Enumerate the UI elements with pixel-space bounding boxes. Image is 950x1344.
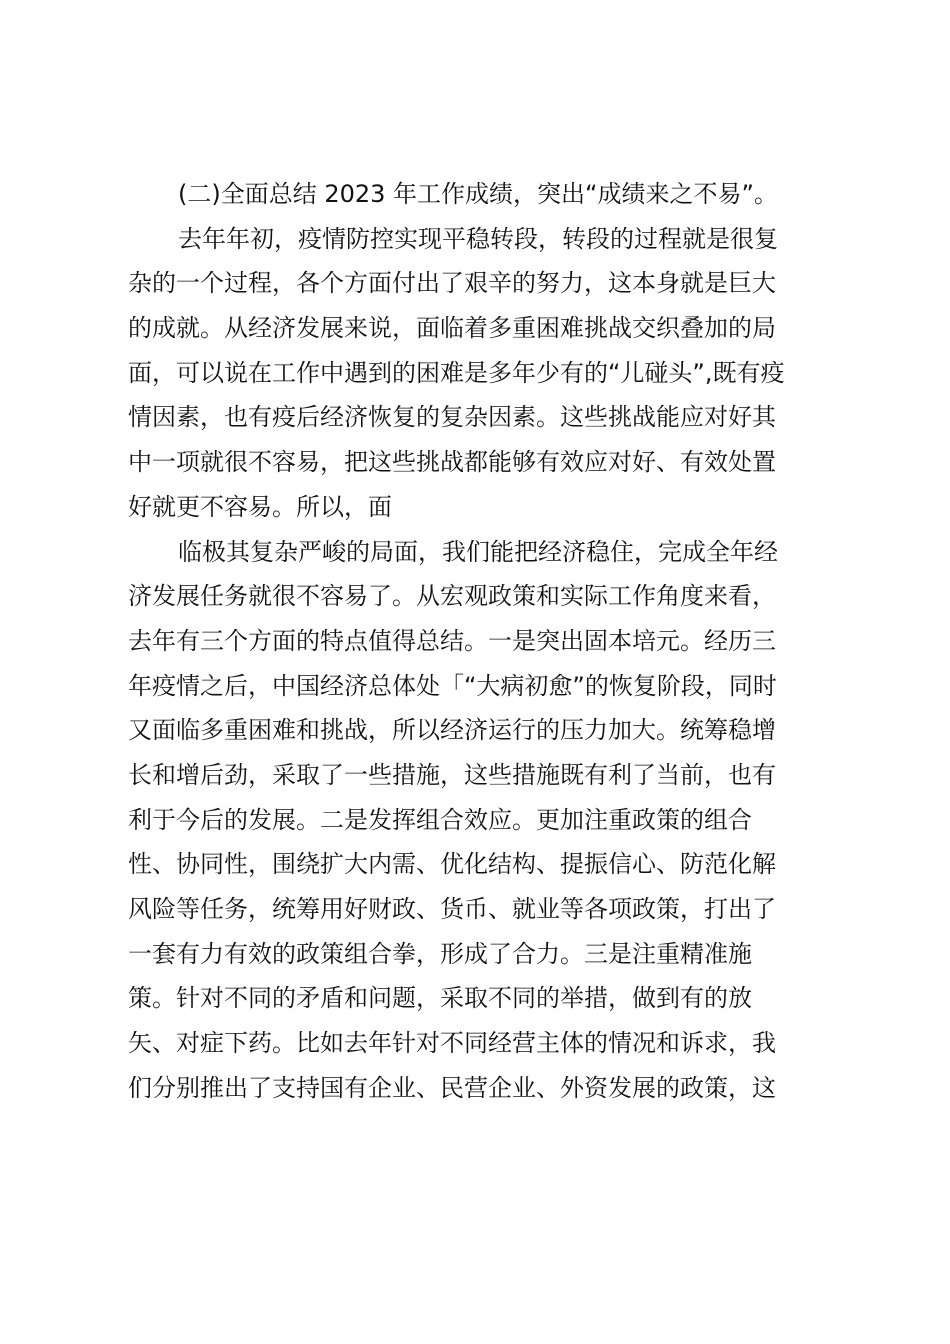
text-line: 年疫情之后，中国经济总体处「“大病初愈”的恢复阶段，同时: [128, 671, 777, 700]
text-line: 情因素，也有疫后经济恢复的复杂因素。这些挑战能应对好其: [128, 403, 776, 432]
text-line: 的成就。从经济发展来说，面临着多重困难挑战交织叠加的局: [128, 314, 776, 343]
body-text: [128, 172, 828, 1110]
text-line: 矢、对症下药。比如去年针对不同经营主体的情况和诉求，我: [128, 1029, 776, 1058]
text-line: 策。针对不同的矛盾和问题，采取不同的举措，做到有的放: [128, 984, 752, 1013]
text-line: 们分别推出了支持国有企业、民营企业、外资发展的政策，这: [128, 1073, 776, 1102]
text-line: 性、协同性，围绕扩大内需、优化结构、提振信心、防范化解: [128, 850, 776, 879]
text-line: 风险等任务，统筹用好财政、货币、就业等各项政策，打出了: [128, 895, 776, 923]
text-line: 利于今后的发展。二是发挥组合效应。更加注重政策的组合: [128, 805, 752, 834]
section-heading: (二)全面总结 2023 年工作成绩，突出“成绩来之不易”。: [178, 180, 778, 208]
text-line: 又面临多重困难和挑战，所以经济运行的压力加大。统筹稳增: [128, 716, 776, 745]
text-line: 临极其复杂严峻的局面，我们能把经济稳住，完成全年经: [178, 537, 778, 566]
text-line: 济发展任务就很不容易了。从宏观政策和实际工作角度来看，: [128, 582, 776, 611]
text-line: 去年年初，疫情防控实现平稳转段，转段的过程就是很复: [178, 224, 778, 253]
text-line: 好就更不容易。所以，面: [128, 492, 392, 521]
text-line: 面，可以说在工作中遇到的困难是多年少有的“儿碰头”,既有疫: [128, 358, 785, 387]
text-line: 一套有力有效的政策组合拳，形成了合力。三是注重精准施: [128, 939, 752, 968]
text-line: 去年有三个方面的特点值得总结。一是突出固本培元。经历三: [128, 626, 776, 655]
text-line: 中一项就很不容易，把这些挑战都能够有效应对好、有效处置: [128, 448, 776, 477]
text-line: 长和增后劲，采取了一些措施，这些措施既有利了当前，也有: [128, 760, 776, 789]
text-line: 杂的一个过程，各个方面付出了艰辛的努力，这本身就是巨大: [128, 269, 776, 298]
